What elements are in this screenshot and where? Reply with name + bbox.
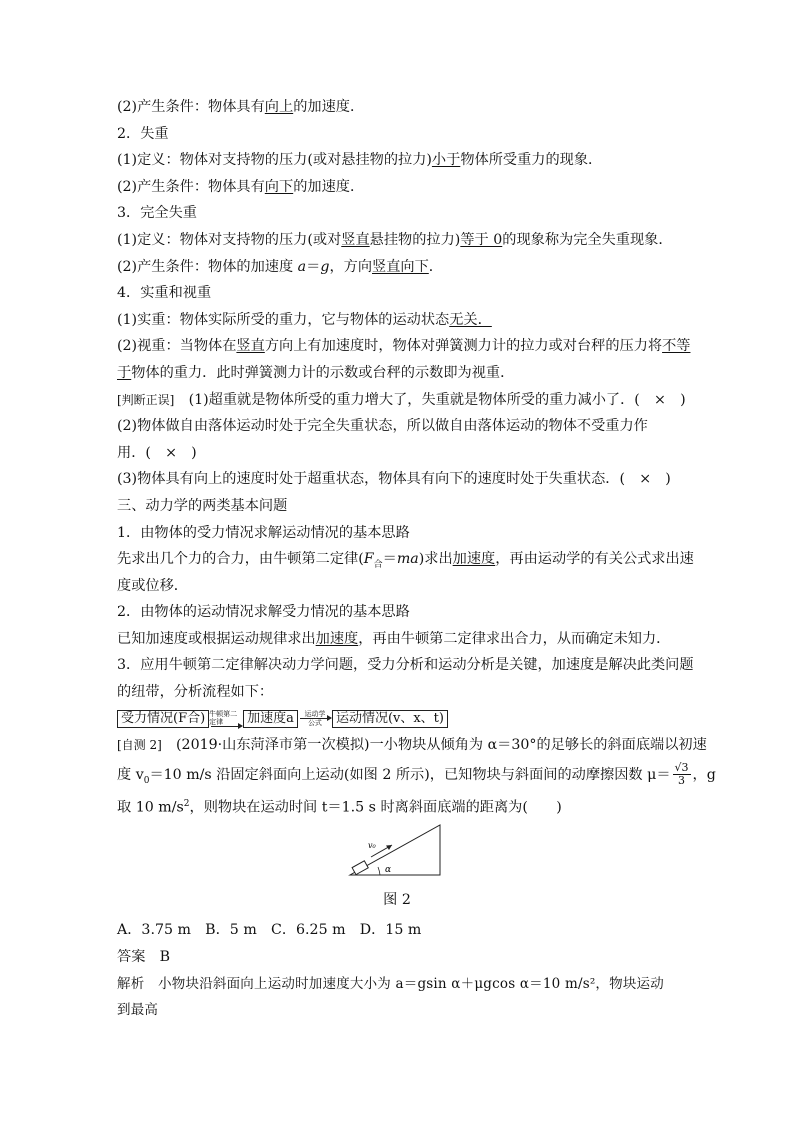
angle-label: α: [385, 865, 392, 876]
text-line: (3)物体具有向上的速度时处于超重状态，物体具有向下的速度时处于失重状态．( × ): [117, 471, 671, 488]
answer-fill: 小于: [431, 152, 461, 169]
answer-fill: 向下: [264, 178, 294, 195]
text: ，方向: [329, 258, 373, 275]
fraction-numerator: √3: [674, 761, 689, 775]
section-heading: 3．完全失重: [117, 205, 197, 222]
text: ＝: [382, 551, 397, 568]
problem-line: [117, 732, 707, 759]
judge-tag: [判断正误]: [117, 392, 175, 407]
text: (2019·山东菏泽市第一次模拟)一小物块从倾角为 α＝30°的足够长的斜面底端以初速: [161, 737, 707, 754]
text: ．: [428, 258, 443, 275]
text-line: [117, 307, 677, 334]
text-line: [117, 387, 686, 414]
answer-fill: 加速度: [452, 551, 496, 568]
velocity-label: v₀: [368, 841, 376, 851]
text: ＝10 m/s 沿固定斜面向上运动(如图 2 所示)，已知物块与斜面间的动摩擦因数 μ＝: [149, 766, 671, 783]
problem-line: [117, 791, 677, 818]
incline-figure: [117, 817, 677, 887]
text: 的现象称为完全失重现象．: [502, 231, 673, 248]
text: (1)定义：物体对支持物的压力(或对悬挂物的拉力): [117, 152, 432, 169]
var-g: g: [320, 258, 330, 275]
text: ＝: [306, 258, 321, 275]
text-line: [117, 227, 677, 254]
fraction: [673, 762, 691, 787]
flow-box-motion: 运动情况(v、x、t): [332, 710, 448, 728]
answer-line: 答案 B: [117, 949, 170, 966]
section-heading: 三、动力学的两类基本问题: [117, 497, 288, 514]
answer-fill: 不等: [662, 338, 691, 355]
text: (1)定义：物体对支持物的压力(或对: [117, 231, 342, 248]
section-heading: 2．失重: [117, 125, 169, 142]
text: 悬挂物的拉力): [369, 231, 461, 248]
text: ，再由牛顿第二定律求出合力，从而确定未知力．: [358, 630, 671, 647]
var-a: a: [297, 258, 307, 275]
text: ，g: [692, 766, 716, 783]
flow-box-acceleration: 加速度a: [243, 710, 298, 728]
var-F: F: [363, 551, 374, 568]
answer-fill: 竖直: [236, 338, 265, 355]
arrow-label: 运动学: [304, 710, 326, 719]
subscript: 合: [373, 559, 383, 570]
text-line: 用．( × ): [117, 444, 197, 461]
text: 度 v: [117, 766, 144, 783]
document-body: [117, 94, 716, 1019]
text-line: [117, 360, 677, 387]
section-heading: 4．实重和视重: [117, 285, 212, 302]
answer-fill: 向上: [264, 99, 294, 115]
arrow-label: 公式: [307, 719, 322, 728]
text: 物体所受重力的现象．: [460, 152, 603, 169]
answer-fill: 竖直: [341, 231, 370, 248]
arrow-label: 牛顿第二定律: [209, 710, 238, 727]
text: (2)产生条件：物体具有: [117, 178, 265, 195]
answer-fill: 于: [117, 364, 132, 381]
text-line: [117, 94, 677, 121]
problem-tag: [自测 2]: [117, 738, 162, 753]
analysis-flowchart: [117, 706, 677, 733]
text: 先求出几个力的合力，由牛顿第二定律(: [117, 551, 364, 568]
text: 方向上有加速度时，物体对弹簧测力计的拉力或对台秤的压力将: [264, 338, 663, 355]
text: (2)产生条件：物体的加速度: [117, 258, 298, 275]
answer-fill: 竖直向下: [372, 258, 429, 275]
text: (2)视重：当物体在: [117, 338, 237, 355]
answer-fill: 无关．: [449, 311, 492, 328]
arrow-icon: [211, 726, 241, 727]
text-line: (2)物体做自由落体运动时处于完全失重状态，所以做自由落体运动的物体不受重力作: [117, 418, 648, 435]
solution-line: 解析 小物块沿斜面向上运动时加速度大小为 a＝gsin α＋μgcos α＝10 m/s²，物块运动到最高: [117, 975, 664, 1019]
angle-arc: [378, 867, 380, 875]
arrow-icon: [300, 718, 330, 719]
text-line: 3．应用牛顿第二定律解决动力学问题，受力分析和运动分析是关键，加速度是解决此类问题: [117, 657, 694, 674]
text-line: [117, 147, 677, 174]
text-line: 度或位移．: [117, 577, 188, 594]
text: (2)产生条件：物体具有: [117, 99, 265, 115]
text-line: [117, 333, 691, 360]
text: 的加速度．: [293, 99, 365, 115]
flow-box-force: 受力情况(F合): [117, 710, 209, 728]
flow-arrow-2: [298, 710, 332, 727]
answer-options: A．3.75 m B．5 m C．6.25 m D．15 m: [117, 922, 422, 939]
var-ma: ma: [396, 551, 419, 568]
flow-arrow-1: [209, 710, 243, 727]
text: 取 10 m/s: [117, 799, 184, 816]
text: ，则物块在运动时间 t＝1.5 s 时离斜面底端的距离为( ): [189, 799, 562, 816]
text: (1)超重就是物体所受的重力增大了，失重就是物体所受的重力减小了．( × ): [174, 391, 686, 408]
text-line: 2．由物体的运动情况求解受力情况的基本思路: [117, 604, 410, 621]
text-line: 的纽带，分析流程如下：: [117, 684, 274, 701]
problem-line: [117, 759, 716, 791]
text: 已知加速度或根据运动规律求出: [117, 630, 316, 647]
block: [352, 861, 368, 875]
incline-diagram: [117, 817, 677, 887]
text-line: [117, 546, 694, 573]
superscript: 2: [183, 798, 190, 809]
figure-caption: 图 2: [383, 892, 411, 909]
text-line: [117, 626, 677, 653]
subscript: 0: [143, 775, 150, 786]
text: (1)实重：物体实际所受的重力，它与物体的运动状态: [117, 311, 450, 328]
text: 物体的重力．此时弹簧测力计的示数或台秤的示数即为视重．: [131, 364, 515, 381]
text: )求出: [418, 551, 453, 568]
text-line: 1．由物体的受力情况求解运动情况的基本思路: [117, 524, 410, 541]
answer-fill: 等于 0: [460, 231, 503, 248]
text: 的加速度．: [293, 178, 365, 195]
answer-fill: 加速度: [315, 630, 359, 647]
fraction-denominator: 3: [678, 774, 686, 788]
text: ，再由运动学的有关公式求出速: [495, 551, 694, 568]
text-line: [117, 174, 677, 201]
text-line: [117, 254, 677, 281]
